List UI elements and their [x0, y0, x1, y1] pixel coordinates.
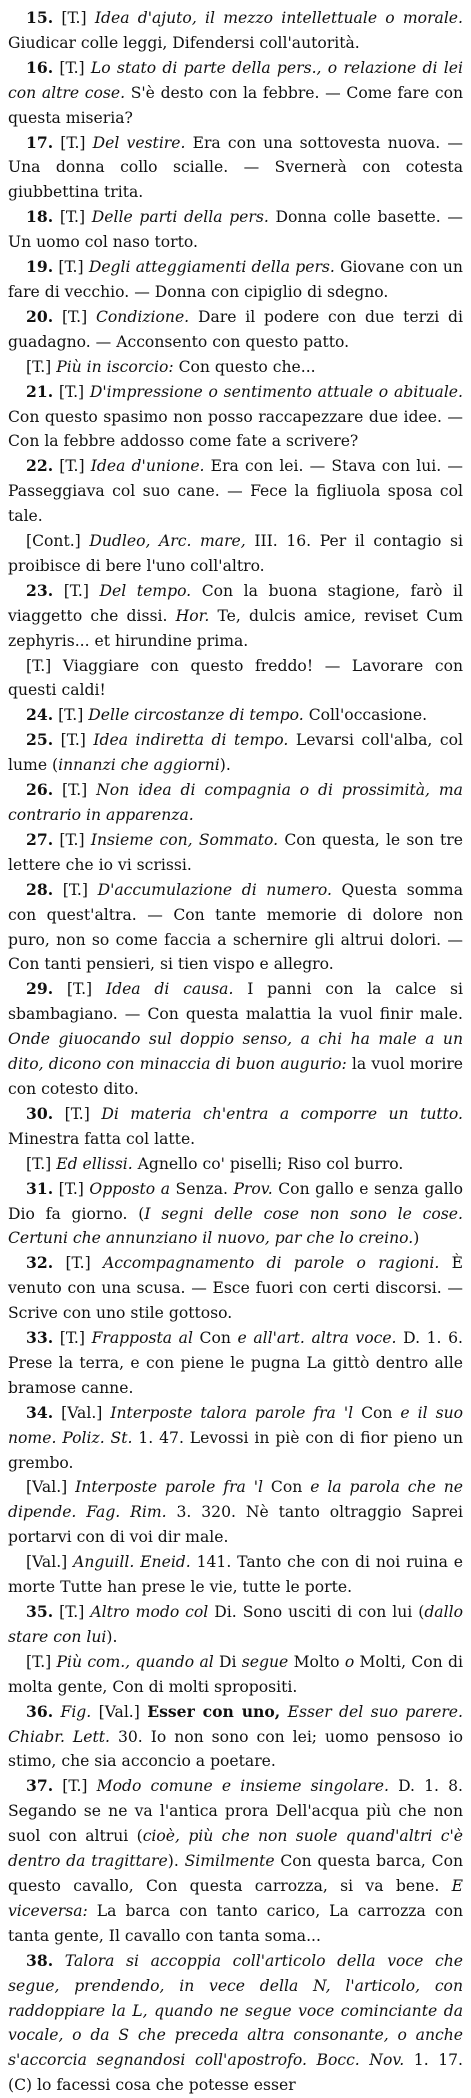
text-run: [T.]: [53, 1104, 102, 1123]
entry-paragraph-30b: [8, 1152, 463, 1177]
text-run: Di: [213, 1652, 242, 1671]
italic-text: Esser del suo parere. Chiabr. Lett.: [8, 1702, 463, 1746]
entry-number: 18.: [26, 207, 54, 227]
italic-text: Prov.: [233, 1179, 273, 1198]
text-run: [T.]: [53, 9, 95, 27]
italic-text: Del vestire.: [92, 133, 186, 152]
italic-text: Modo comune e insieme singolare.: [96, 1777, 389, 1796]
entry-number: 37.: [26, 1776, 54, 1796]
italic-text: D'accumulazione di numero.: [97, 880, 332, 899]
entry-paragraph-20: [8, 305, 463, 355]
text-run: 30. Io non sono con lei; uomo pensoso io stimo, che sia acconcio a poetare.: [8, 1727, 463, 1771]
italic-text: Del tempo.: [99, 581, 192, 600]
entry-number: 35.: [26, 1602, 54, 1621]
text-run: [T.]: [53, 706, 89, 725]
text-run: [T.]: [26, 357, 57, 376]
italic-text: Delle parti della pers.: [91, 208, 269, 227]
text-run: [T.]: [53, 731, 94, 750]
text-run: [T.]: [53, 1329, 92, 1348]
text-run: Con questo spasimo non posso raccapezzare due idee. — Con la febbre addosso come fate a scrivere?: [8, 407, 463, 451]
entry-paragraph-31: [8, 1177, 463, 1252]
text-run: 3. 320. Nè tanto oltraggio Saprei portarvi con di voi dir male.: [8, 1503, 463, 1547]
text-run: Te, dulcis amice, reviset Cum zephyris... et hirundine prima.: [8, 606, 463, 650]
italic-text: Dudleo, Arc. mare,: [89, 532, 246, 551]
entry-number: 23.: [26, 580, 54, 600]
text-run: Molti, Con di molta gente, Con di molti spropositi.: [8, 1652, 463, 1696]
text-run: Era con lei. — Stava con lui. — Passeggiava col suo cane. — Fece la figliuola sposa col tale.: [8, 457, 463, 526]
text-run: [T.]: [53, 58, 91, 77]
entry-number: 17.: [26, 132, 54, 152]
bold-text: Esser con uno,: [147, 1701, 281, 1721]
text-run: Con questa, le son tre lettere che io vi scrissi.: [8, 830, 463, 874]
italic-text: Talora si accoppia coll'articolo della voce che segue, prendendo, in vece della N, l'articolo, con raddoppiare la L, quando ne segue voce cominciante da vocale, o da S che preceda altra consonante, o anche s'accorcia segnandosi coll'apostrofo. Bocc. Nov.: [8, 1951, 463, 2070]
text-run: Con questo che...: [173, 357, 316, 376]
text-run: Con la buona stagione, farò il viaggetto che dissi.: [8, 581, 463, 625]
text-run: I panni con la calce si sbambagiano. — Con questa malattia la vuol finir male.: [8, 980, 463, 1024]
italic-text: e la parola che ne dipende. Fag. Rim.: [8, 1478, 463, 1522]
italic-text: Idea d'ajuto, il mezzo intellettuale o morale.: [94, 9, 463, 27]
text-run: Dare il podere con due terzi di guadagno. — Acconsento con questo patto.: [8, 307, 463, 351]
entry-paragraph-33: [8, 1326, 463, 1401]
text-run: La barca con tanto carico, La carrozza con tanta gente, Il cavallo con tanta soma...: [8, 1901, 463, 1945]
text-run: [T.]: [53, 1777, 97, 1796]
entry-number: 34.: [26, 1402, 54, 1422]
text-run: [T.]: [53, 581, 100, 600]
italic-text: segue: [241, 1652, 289, 1671]
italic-text: Similmente: [184, 1852, 275, 1871]
text-run: Questa somma con quest'altra. — Con tante memorie di dolore non puro, non so come faccia a schernire gli altrui dolori. — Con tanti pensieri, si tien vispo e allegro.: [8, 880, 463, 974]
text-run: [Val.]: [26, 1478, 76, 1497]
text-run: [T.]: [53, 1254, 104, 1273]
entry-number: 31.: [26, 1178, 54, 1198]
text-run: S'è desto con la febbre. — Come fare con questa miseria?: [8, 83, 463, 127]
text-run: [Cont.]: [26, 532, 90, 551]
italic-text: Anguill. Eneid.: [73, 1553, 191, 1572]
entry-paragraph-23: [8, 579, 463, 654]
text-run: 141. Tanto che con di noi ruina e morte Tutte han prese le vie, tutte le porte.: [8, 1553, 463, 1597]
text-run: D. 1. 8. Segando se ne va l'antica prora Dell'acqua più che non suol con altrui (: [8, 1777, 463, 1846]
text-run: Con questa barca, Con questo cavallo, Con questa carrozza, si va bene.: [8, 1852, 464, 1895]
text-run: [Val.]: [26, 1553, 74, 1572]
text-run: [T.]: [53, 208, 92, 227]
text-run: Giovane con un fare di vecchio. — Donna con cipiglio di sdegno.: [8, 258, 463, 301]
italic-text: Interposte talora parole fra 'l: [110, 1403, 354, 1422]
italic-text: Più in iscorcio:: [56, 357, 174, 376]
italic-text: Onde giuocando sul doppio senso, a chi ha male a un dito, dicono con minaccia di buon augurio:: [8, 1030, 463, 1074]
text-run: [T.]: [53, 457, 91, 476]
entry-paragraph-15: [8, 6, 463, 56]
text-run: Con gallo e senza gallo Dio fa giorno. (: [8, 1179, 463, 1223]
entry-paragraph-34: [8, 1401, 463, 1476]
entry-number: 19.: [26, 257, 54, 277]
text-run: Con: [353, 1403, 401, 1422]
italic-text: Idea di causa.: [105, 980, 234, 999]
italic-text: o: [344, 1652, 355, 1671]
italic-text: E viceversa:: [8, 1876, 463, 1920]
text-run: [Val.]: [53, 1403, 111, 1422]
entry-paragraph-25: [8, 728, 463, 778]
italic-text: Altro modo col: [90, 1603, 209, 1621]
italic-text: D'impressione o sentimento attuale o abituale.: [89, 382, 463, 401]
entry-number: 36.: [26, 1701, 54, 1721]
text-run: Levarsi coll'alba, col lume (: [8, 731, 463, 775]
italic-text: Idea d'unione.: [90, 457, 205, 476]
text-run: Senza.: [170, 1179, 234, 1198]
text-run: [T.]: [53, 1179, 90, 1198]
text-run: È venuto con una scusa. — Esce fuori con certi discorsi. — Scrive con uno stile gottoso.: [8, 1254, 463, 1323]
entry-number: 20.: [26, 306, 54, 326]
entry-number: 38.: [26, 1950, 54, 1970]
entry-number: 27.: [26, 829, 54, 849]
entry-paragraph-23b: [8, 654, 463, 704]
entry-paragraph-28: [8, 878, 463, 978]
entry-paragraph-21: [8, 380, 463, 455]
entry-paragraph-30: [8, 1102, 463, 1152]
entry-paragraph-32: [8, 1251, 463, 1326]
entry-paragraph-19: [8, 255, 463, 305]
text-run: [T.]: [53, 382, 90, 401]
italic-text: Accompagnamento di parole o ragioni.: [103, 1254, 440, 1273]
entry-number: 30.: [26, 1103, 54, 1123]
entry-number: 29.: [26, 979, 54, 999]
italic-text: dallo stare con lui: [8, 1603, 463, 1646]
italic-text: Frapposta al: [91, 1329, 193, 1348]
entry-number: 21.: [26, 381, 54, 401]
italic-text: Più com., quando al: [56, 1652, 214, 1671]
entry-number: 32.: [26, 1253, 54, 1273]
text-run: Era con una sottovesta nuova. — Una donna collo scialle. — Svernerà con cotesta giubbettina trita.: [8, 133, 463, 202]
text-run: la vuol morire con cotesto dito.: [8, 1055, 463, 1098]
entry-paragraph-29: [8, 977, 463, 1102]
entry-paragraph-22b: [8, 529, 463, 579]
text-run: [T.]: [53, 880, 98, 899]
text-run: ).: [106, 1627, 118, 1646]
text-run: [T.]: [53, 1603, 91, 1621]
text-run: 1. 17. (C) lo facessi cosa che potesse esser: [8, 2051, 464, 2095]
text-run: [T.]: [53, 133, 93, 152]
entry-paragraph-16: [8, 56, 463, 131]
text-run: Coll'occasione.: [303, 706, 428, 725]
entry-paragraph-18: [8, 205, 463, 255]
italic-text: Di materia ch'entra a comporre un tutto.: [101, 1104, 463, 1123]
entry-paragraph-38: [8, 1949, 463, 2098]
text-run: [T.]: [26, 1652, 57, 1671]
entry-paragraph-20b: [8, 355, 463, 380]
text-run: Minestra fatta col latte.: [8, 1129, 196, 1148]
italic-text: Fig.: [53, 1702, 92, 1721]
italic-text: Idea indiretta di tempo.: [93, 731, 289, 750]
text-run: Agnello co' piselli; Riso col burro.: [132, 1154, 404, 1173]
italic-text: Delle circostanze di tempo.: [88, 706, 304, 725]
entry-number: 22.: [26, 456, 54, 476]
entry-paragraph-24: [8, 703, 463, 728]
entry-number: 15.: [26, 8, 54, 27]
text-run: [T.]: [53, 307, 96, 326]
entry-paragraph-35b: [8, 1650, 463, 1700]
entry-paragraph-26: [8, 778, 463, 828]
entry-paragraph-36: [8, 1700, 463, 1775]
entry-paragraph-34c: [8, 1550, 463, 1600]
text-run: Giudicar colle leggi, Difendersi coll'autorità.: [8, 33, 360, 52]
entry-number: 28.: [26, 879, 54, 899]
text-run: Donna colle basette. — Un uomo col naso torto.: [8, 208, 464, 252]
text-run: [T.]: [53, 980, 106, 999]
text-run: ).: [167, 1852, 185, 1871]
text-run: ): [413, 1229, 420, 1248]
italic-text: Opposto a: [89, 1179, 171, 1198]
entry-number: 24.: [26, 705, 54, 725]
entry-paragraph-17: [8, 131, 463, 206]
italic-text: innanzi che aggiorni: [58, 756, 220, 775]
text-run: III. 16. Per il contagio si proibisce di bere l'uno coll'altro.: [8, 532, 463, 575]
text-run: [T.]: [53, 830, 91, 849]
text-run: [T.]: [53, 781, 97, 800]
text-run: Con: [263, 1478, 311, 1497]
text-run: [T.] Viaggiare con questo freddo! — Lavorare con questi caldi!: [8, 656, 463, 700]
text-run: [Val.]: [91, 1702, 148, 1721]
italic-text: e all'art. altra voce.: [237, 1329, 397, 1348]
italic-text: Degli atteggiamenti della pers.: [88, 258, 335, 277]
entry-paragraph-22: [8, 454, 463, 529]
entry-number: 33.: [26, 1328, 54, 1348]
entry-number: 16.: [26, 57, 54, 77]
italic-text: Insieme con, Sommato.: [90, 830, 279, 849]
italic-text: Hor.: [175, 606, 210, 625]
text-run: D. 1. 6. Prese la terra, e con piene le pugna La gittò dentro alle bramose canne.: [8, 1329, 463, 1397]
italic-text: e il suo nome. Poliz. St.: [8, 1403, 464, 1447]
italic-text: Lo stato di parte della pers., o relazione di lei con altre cose.: [8, 58, 463, 102]
italic-text: Condizione.: [95, 307, 190, 326]
italic-text: Ed ellissi.: [56, 1154, 133, 1173]
entry-number: 26.: [26, 780, 54, 800]
text-run: [T.]: [26, 1154, 57, 1173]
entry-paragraph-34b: [8, 1475, 463, 1550]
text-run: Di. Sono usciti di con lui (: [208, 1603, 425, 1621]
text-run: 1. 47. Levossi in piè con di fior pieno un grembo.: [8, 1428, 464, 1472]
text-run: [T.]: [53, 258, 89, 277]
text-run: ).: [219, 756, 231, 775]
text-run: [280, 1703, 287, 1721]
text-run: Molto: [288, 1652, 345, 1671]
entry-paragraph-27: [8, 828, 463, 878]
italic-text: Non idea di compagnia o di prossimità, ma contrario in apparenza.: [8, 781, 463, 824]
italic-text: cioè, più che non suole quand'altri c'è dentro da tragittare: [8, 1827, 463, 1871]
entry-number: 25.: [26, 730, 54, 750]
italic-text: Interposte parole fra 'l: [75, 1478, 264, 1497]
entry-paragraph-37: [8, 1774, 463, 1948]
entry-paragraph-35: [8, 1600, 463, 1650]
italic-text: I segni delle cose non sono le cose. Certuni che annunziano il nuovo, par che lo creino.: [8, 1204, 463, 1248]
text-run: Con: [192, 1329, 238, 1348]
